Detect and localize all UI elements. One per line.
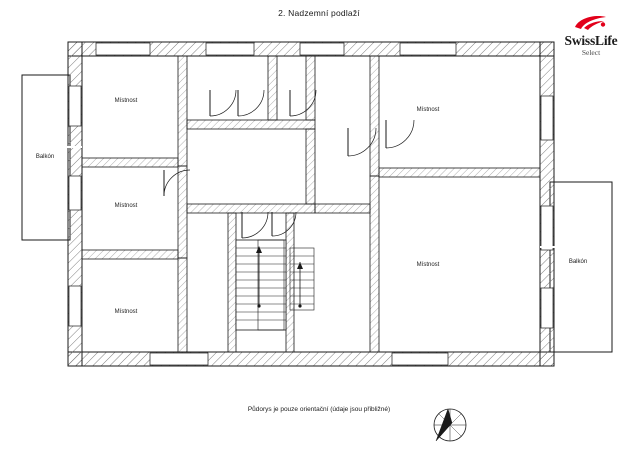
room-label: Místnost [114, 98, 138, 104]
balcony-label-left: Balkón [35, 154, 55, 160]
staircase [236, 240, 314, 330]
brand-name: SwissLife [564, 33, 618, 48]
disclaimer-note: Půdorys je pouze orientační (údaje jsou přibližné) [247, 406, 391, 413]
compass-rose-icon [434, 409, 466, 441]
room-label: Místnost [114, 203, 138, 209]
page-title: 2. Nadzemní podlaží [278, 8, 360, 18]
brand-subtitle: Select [581, 48, 601, 57]
balcony-label-right: Balkón [568, 259, 588, 265]
room-label: Místnost [416, 107, 440, 113]
room-label: Místnost [114, 309, 138, 315]
room-label: Místnost [416, 262, 440, 268]
